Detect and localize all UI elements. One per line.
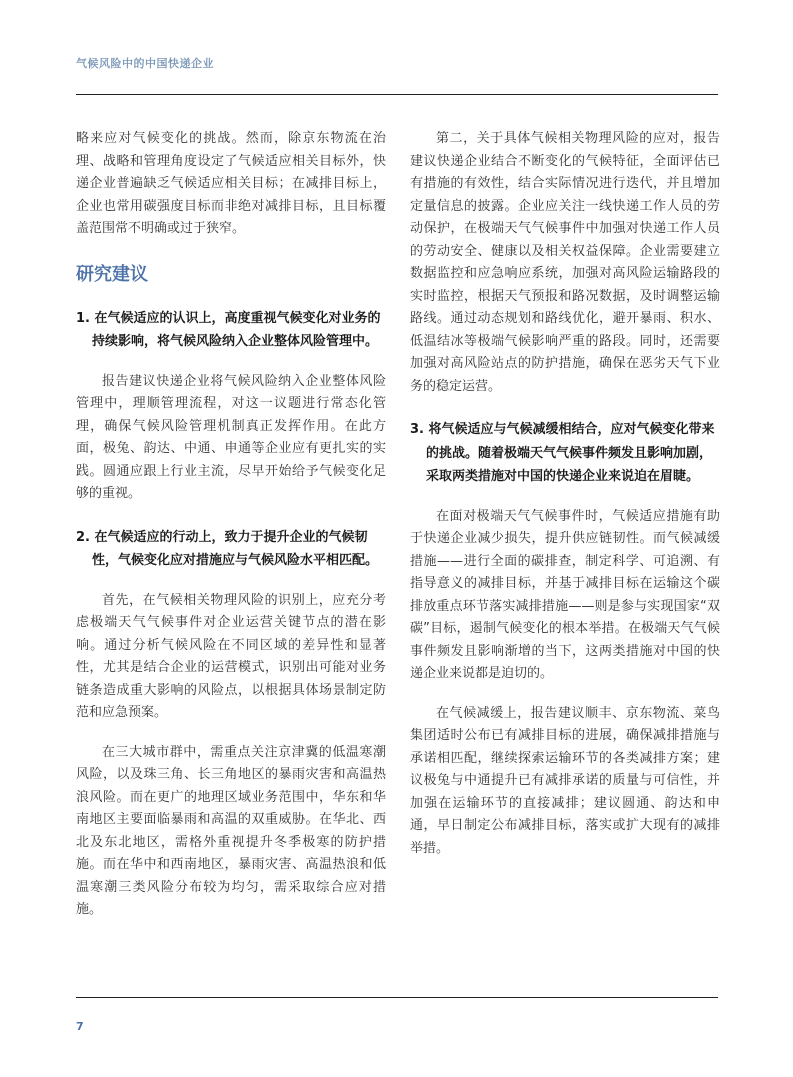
body-paragraph: 第二，关于具体气候相关物理风险的应对，报告建议快递企业结合不断变化的气候特征，全面评估已有措施的有效性，结合实际情况进行迭代，并且增加定量信息的披露。企业应关注一线快递工作人员的劳动保护，在极端天气气候事件中加强对快递工作人员的劳动安全、健康以及相关权益保障。企业需要建立数据监控和应急响应系统，加强对高风险运输路段的实时监控，根据天气预报和路况数据，及时调整运输路线。通过动态规划和路线优化，避开暴雨、积水、低温结冰等极端气候影响严重的路段。同时，还需要加强对高风险站点的防护措施，确保在恶劣天气下业务的稳定运营。 — [410, 131, 720, 394]
body-paragraph: 报告建议快递企业将气候风险纳入企业整体风险管理中，理顺管理流程，对这一议题进行常态化管理，确保气候风险管理机制真正发挥作用。在此方面，极兔、韵达、中通、申通等企业应有更扎实的实践。圆通应跟上行业主流，尽早开始给予气候变化足够的重视。 — [76, 373, 386, 501]
left-column — [76, 128, 386, 922]
page-number: 7 — [76, 1020, 84, 1033]
running-header: 气候风险中的中国快递企业 — [76, 57, 214, 70]
footer-divider — [76, 997, 718, 998]
body-paragraph: 在三大城市群中，需重点关注京津冀的低温寒潮风险，以及珠三角、长三角地区的暴雨灾害和高温热浪风险。而在更广的地理区域业务范围中，华东和华南地区主要面临暴雨和高温的双重威胁。在华北、西北及东北地区，需格外重视提升冬季极寒的防护措施。而在华中和西南地区，暴雨灾害、高温热浪和低温寒潮三类风险分布较为均匀，需采取综合应对措施。 — [76, 744, 386, 917]
recommendation-heading-3: 3. 将气候适应与气候减缓相结合，应对气候变化带来的挑战。随着极端天气气候事件频发且影响加剧，采取两类措施对中国的快递企业来说迫在眉睫。 — [410, 422, 715, 484]
recommendation-heading-2: 2. 在气候适应的行动上，致力于提升企业的气候韧性，气候变化应对措施应与气候风险水平相匹配。 — [76, 529, 379, 568]
body-paragraph: 首先，在气候相关物理风险的识别上，应充分考虑极端天气气候事件对企业运营关键节点的潜在影响。通过分析气候风险在不同区域的差异性和显著性，尤其是结合企业的运营模式，识别出可能对业务链条造成重大影响的风险点，以根据具体场景制定防范和应急预案。 — [76, 592, 386, 720]
right-column — [410, 128, 720, 860]
recommendation-heading-1: 1. 在气候适应的认识上，高度重视气候变化对业务的持续影响，将气候风险纳入企业整体风险管理中。 — [76, 310, 381, 349]
header-divider — [76, 94, 718, 95]
section-title: 研究建议 — [76, 263, 148, 285]
body-paragraph: 在面对极端天气气候事件时，气候适应措施有助于快递企业减少损失，提升供应链韧性。而气候减缓措施——进行全面的碳排查，制定科学、可追溯、有指导意义的减排目标，并基于减排目标在运输这个碳排放重点环节落实减排措施——则是参与实现国家“双碳”目标，遏制气候变化的根本举措。在极端天气气候事件频发且影响渐增的当下，这两类措施对中国的快递企业来说都是迫切的。 — [410, 508, 720, 681]
body-paragraph: 在气候减缓上，报告建议顺丰、京东物流、菜鸟集团适时公布已有减排目标的进展，确保减排措施与承诺相匹配，继续探索运输环节的各类减排方案；建议极兔与中通提升已有减排承诺的质量与可信性，并加强在运输环节的直接减排；建议圆通、韵达和申通，早日制定公布减排目标，落实或扩大现有的减排举措。 — [410, 705, 720, 856]
intro-paragraph: 略来应对气候变化的挑战。然而，除京东物流在治理、战略和管理角度设定了气候适应相关目标外，快递企业普遍缺乏气候适应相关目标；在减排目标上，企业也常用碳强度目标而非绝对减排目标，且目标覆盖范围常不明确或过于狭窄。 — [76, 131, 386, 236]
